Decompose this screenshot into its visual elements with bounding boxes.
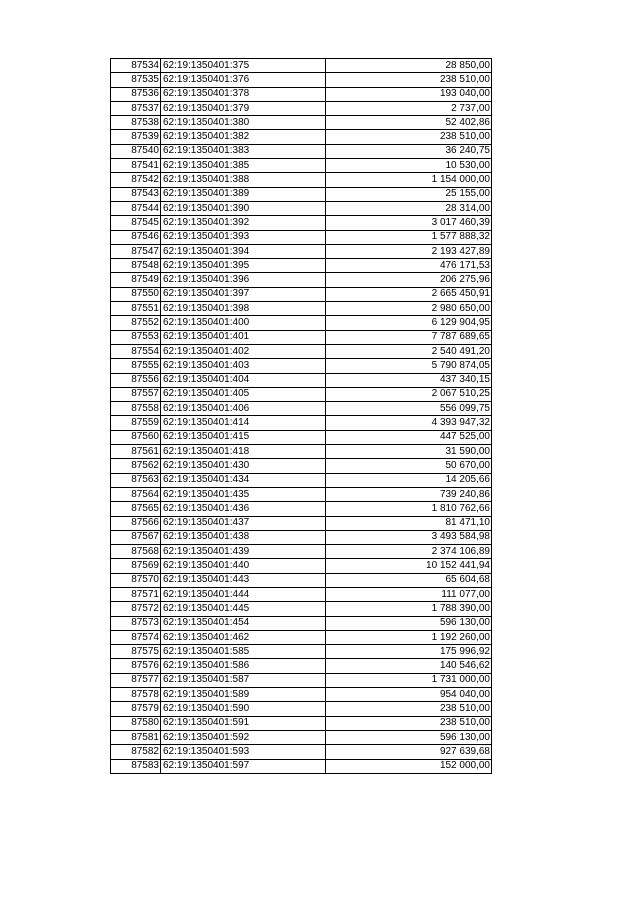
cadastral-value-cell: 10 152 441,94 (326, 559, 492, 573)
cadastral-number-cell: 62:19:1350401:439 (161, 545, 326, 559)
cadastral-value-cell: 36 240,75 (326, 144, 492, 158)
cadastral-value-cell: 238 510,00 (326, 73, 492, 87)
row-number-cell: 87546 (111, 230, 161, 244)
cadastral-number-cell: 62:19:1350401:401 (161, 330, 326, 344)
cadastral-value-cell: 954 040,00 (326, 688, 492, 702)
row-number-cell: 87541 (111, 159, 161, 173)
table-row (111, 373, 492, 387)
row-number-cell: 87563 (111, 473, 161, 487)
table-row (111, 230, 492, 244)
row-number-cell: 87577 (111, 673, 161, 687)
cadastral-value-cell: 2 540 491,20 (326, 344, 492, 358)
cadastral-value-cell: 238 510,00 (326, 716, 492, 730)
cadastral-number-cell: 62:19:1350401:585 (161, 645, 326, 659)
table-row (111, 659, 492, 673)
table-row (111, 130, 492, 144)
row-number-cell: 87560 (111, 430, 161, 444)
cadastral-value-cell: 2 737,00 (326, 101, 492, 115)
cadastral-number-cell: 62:19:1350401:587 (161, 673, 326, 687)
row-number-cell: 87547 (111, 244, 161, 258)
table-body (111, 59, 492, 774)
cadastral-number-cell: 62:19:1350401:434 (161, 473, 326, 487)
cadastral-number-cell: 62:19:1350401:589 (161, 688, 326, 702)
row-number-cell: 87559 (111, 416, 161, 430)
row-number-cell: 87573 (111, 616, 161, 630)
table-row (111, 187, 492, 201)
cadastral-value-cell: 6 129 904,95 (326, 316, 492, 330)
row-number-cell: 87534 (111, 59, 161, 73)
cadastral-number-cell: 62:19:1350401:390 (161, 201, 326, 215)
cadastral-value-cell: 111 077,00 (326, 587, 492, 601)
cadastral-value-cell: 238 510,00 (326, 130, 492, 144)
table-row (111, 344, 492, 358)
cadastral-value-cell: 238 510,00 (326, 702, 492, 716)
cadastral-number-cell: 62:19:1350401:404 (161, 373, 326, 387)
cadastral-value-cell: 14 205,66 (326, 473, 492, 487)
row-number-cell: 87555 (111, 359, 161, 373)
table-row (111, 445, 492, 459)
cadastral-value-cell: 50 670,00 (326, 459, 492, 473)
cadastral-number-cell: 62:19:1350401:438 (161, 530, 326, 544)
cadastral-value-cell: 28 850,00 (326, 59, 492, 73)
cadastral-number-cell: 62:19:1350401:376 (161, 73, 326, 87)
table-row (111, 702, 492, 716)
table-row (111, 759, 492, 773)
row-number-cell: 87537 (111, 101, 161, 115)
cadastral-number-cell: 62:19:1350401:435 (161, 487, 326, 501)
cadastral-number-cell: 62:19:1350401:394 (161, 244, 326, 258)
row-number-cell: 87570 (111, 573, 161, 587)
row-number-cell: 87548 (111, 259, 161, 273)
cadastral-number-cell: 62:19:1350401:597 (161, 759, 326, 773)
cadastral-value-cell: 7 787 689,65 (326, 330, 492, 344)
cadastral-number-cell: 62:19:1350401:418 (161, 445, 326, 459)
row-number-cell: 87539 (111, 130, 161, 144)
cadastral-number-cell: 62:19:1350401:393 (161, 230, 326, 244)
cadastral-number-cell: 62:19:1350401:378 (161, 87, 326, 101)
table-row (111, 330, 492, 344)
cadastral-number-cell: 62:19:1350401:380 (161, 116, 326, 130)
row-number-cell: 87552 (111, 316, 161, 330)
cadastral-number-cell: 62:19:1350401:593 (161, 745, 326, 759)
cadastral-number-cell: 62:19:1350401:405 (161, 387, 326, 401)
row-number-cell: 87540 (111, 144, 161, 158)
cadastral-value-cell: 2 193 427,89 (326, 244, 492, 258)
row-number-cell: 87542 (111, 173, 161, 187)
row-number-cell: 87558 (111, 402, 161, 416)
table-row (111, 587, 492, 601)
row-number-cell: 87575 (111, 645, 161, 659)
cadastral-value-cell: 556 099,75 (326, 402, 492, 416)
cadastral-value-cell: 2 067 510,25 (326, 387, 492, 401)
table-row (111, 73, 492, 87)
cadastral-number-cell: 62:19:1350401:590 (161, 702, 326, 716)
cadastral-value-cell: 2 980 650,00 (326, 302, 492, 316)
table-row (111, 673, 492, 687)
cadastral-number-cell: 62:19:1350401:395 (161, 259, 326, 273)
table-row (111, 59, 492, 73)
row-number-cell: 87549 (111, 273, 161, 287)
cadastral-value-cell: 52 402,86 (326, 116, 492, 130)
table-row (111, 173, 492, 187)
cadastral-value-cell: 3 017 460,39 (326, 216, 492, 230)
cadastral-number-cell: 62:19:1350401:398 (161, 302, 326, 316)
table-row (111, 730, 492, 744)
row-number-cell: 87566 (111, 516, 161, 530)
cadastral-value-cell: 3 493 584,98 (326, 530, 492, 544)
cadastral-number-cell: 62:19:1350401:397 (161, 287, 326, 301)
row-number-cell: 87553 (111, 330, 161, 344)
cadastral-number-cell: 62:19:1350401:375 (161, 59, 326, 73)
cadastral-value-cell: 1 788 390,00 (326, 602, 492, 616)
table-row (111, 487, 492, 501)
cadastral-number-cell: 62:19:1350401:437 (161, 516, 326, 530)
row-number-cell: 87544 (111, 201, 161, 215)
table-row (111, 602, 492, 616)
table-row (111, 545, 492, 559)
table-row (111, 316, 492, 330)
cadastral-value-cell: 10 530,00 (326, 159, 492, 173)
row-number-cell: 87536 (111, 87, 161, 101)
cadastral-number-cell: 62:19:1350401:396 (161, 273, 326, 287)
row-number-cell: 87574 (111, 630, 161, 644)
cadastral-value-cell: 152 000,00 (326, 759, 492, 773)
document-table-container (110, 58, 492, 774)
cadastral-number-cell: 62:19:1350401:414 (161, 416, 326, 430)
row-number-cell: 87535 (111, 73, 161, 87)
cadastral-value-cell: 31 590,00 (326, 445, 492, 459)
table-row (111, 516, 492, 530)
cadastral-value-cell: 5 790 874,05 (326, 359, 492, 373)
row-number-cell: 87562 (111, 459, 161, 473)
cadastral-number-cell: 62:19:1350401:586 (161, 659, 326, 673)
row-number-cell: 87556 (111, 373, 161, 387)
row-number-cell: 87551 (111, 302, 161, 316)
row-number-cell: 87571 (111, 587, 161, 601)
table-row (111, 573, 492, 587)
cadastral-number-cell: 62:19:1350401:388 (161, 173, 326, 187)
table-row (111, 101, 492, 115)
row-number-cell: 87564 (111, 487, 161, 501)
table-row (111, 430, 492, 444)
cadastral-number-cell: 62:19:1350401:392 (161, 216, 326, 230)
row-number-cell: 87580 (111, 716, 161, 730)
table-row (111, 287, 492, 301)
cadastral-value-cell: 28 314,00 (326, 201, 492, 215)
row-number-cell: 87538 (111, 116, 161, 130)
table-row (111, 302, 492, 316)
row-number-cell: 87579 (111, 702, 161, 716)
cadastral-number-cell: 62:19:1350401:415 (161, 430, 326, 444)
row-number-cell: 87576 (111, 659, 161, 673)
cadastral-value-cell: 25 155,00 (326, 187, 492, 201)
cadastral-value-cell: 1 192 260,00 (326, 630, 492, 644)
cadastral-number-cell: 62:19:1350401:406 (161, 402, 326, 416)
cadastral-value-cell: 927 639,68 (326, 745, 492, 759)
table-row (111, 87, 492, 101)
table-row (111, 359, 492, 373)
cadastral-number-cell: 62:19:1350401:382 (161, 130, 326, 144)
row-number-cell: 87550 (111, 287, 161, 301)
cadastral-value-cell: 739 240,86 (326, 487, 492, 501)
table-row (111, 144, 492, 158)
cadastral-value-cell: 596 130,00 (326, 616, 492, 630)
cadastral-number-cell: 62:19:1350401:400 (161, 316, 326, 330)
cadastral-value-cell: 1 154 000,00 (326, 173, 492, 187)
cadastral-number-cell: 62:19:1350401:383 (161, 144, 326, 158)
table-row (111, 530, 492, 544)
cadastral-value-cell: 2 374 106,89 (326, 545, 492, 559)
table-row (111, 387, 492, 401)
cadastral-number-cell: 62:19:1350401:443 (161, 573, 326, 587)
cadastral-value-cell: 206 275,96 (326, 273, 492, 287)
row-number-cell: 87565 (111, 502, 161, 516)
cadastral-value-cell: 1 810 762,66 (326, 502, 492, 516)
row-number-cell: 87581 (111, 730, 161, 744)
row-number-cell: 87567 (111, 530, 161, 544)
table-row (111, 259, 492, 273)
cadastral-number-cell: 62:19:1350401:454 (161, 616, 326, 630)
row-number-cell: 87543 (111, 187, 161, 201)
table-row (111, 459, 492, 473)
table-row (111, 645, 492, 659)
cadastral-number-cell: 62:19:1350401:430 (161, 459, 326, 473)
cadastral-value-cell: 81 471,10 (326, 516, 492, 530)
table-row (111, 630, 492, 644)
cadastral-number-cell: 62:19:1350401:379 (161, 101, 326, 115)
row-number-cell: 87545 (111, 216, 161, 230)
cadastral-number-cell: 62:19:1350401:403 (161, 359, 326, 373)
cadastral-number-cell: 62:19:1350401:444 (161, 587, 326, 601)
table-row (111, 244, 492, 258)
cadastral-number-cell: 62:19:1350401:591 (161, 716, 326, 730)
table-row (111, 688, 492, 702)
cadastral-value-cell: 1 577 888,32 (326, 230, 492, 244)
row-number-cell: 87557 (111, 387, 161, 401)
row-number-cell: 87569 (111, 559, 161, 573)
row-number-cell: 87583 (111, 759, 161, 773)
cadastral-value-cell: 175 996,92 (326, 645, 492, 659)
cadastral-value-cell: 2 665 450,91 (326, 287, 492, 301)
row-number-cell: 87582 (111, 745, 161, 759)
row-number-cell: 87554 (111, 344, 161, 358)
table-row (111, 402, 492, 416)
row-number-cell: 87578 (111, 688, 161, 702)
cadastral-value-cell: 193 040,00 (326, 87, 492, 101)
cadastral-value-cell: 476 171,53 (326, 259, 492, 273)
table-row (111, 416, 492, 430)
table-row (111, 745, 492, 759)
cadastral-number-cell: 62:19:1350401:440 (161, 559, 326, 573)
cadastral-number-cell: 62:19:1350401:445 (161, 602, 326, 616)
cadastral-value-cell: 140 546,62 (326, 659, 492, 673)
cadastral-value-cell: 4 393 947,32 (326, 416, 492, 430)
table-row (111, 159, 492, 173)
cadastral-value-cell: 437 340,15 (326, 373, 492, 387)
cadastral-value-cell: 1 731 000,00 (326, 673, 492, 687)
cadastral-number-cell: 62:19:1350401:462 (161, 630, 326, 644)
table-row (111, 201, 492, 215)
cadastral-value-cell: 596 130,00 (326, 730, 492, 744)
table-row (111, 273, 492, 287)
cadastral-number-cell: 62:19:1350401:402 (161, 344, 326, 358)
table-row (111, 559, 492, 573)
table-row (111, 473, 492, 487)
cadastral-value-table (110, 58, 492, 774)
cadastral-number-cell: 62:19:1350401:436 (161, 502, 326, 516)
cadastral-value-cell: 447 525,00 (326, 430, 492, 444)
table-row (111, 216, 492, 230)
table-row (111, 502, 492, 516)
row-number-cell: 87572 (111, 602, 161, 616)
table-row (111, 116, 492, 130)
cadastral-value-cell: 65 604,68 (326, 573, 492, 587)
table-row (111, 716, 492, 730)
row-number-cell: 87561 (111, 445, 161, 459)
cadastral-number-cell: 62:19:1350401:385 (161, 159, 326, 173)
cadastral-number-cell: 62:19:1350401:592 (161, 730, 326, 744)
table-row (111, 616, 492, 630)
cadastral-number-cell: 62:19:1350401:389 (161, 187, 326, 201)
row-number-cell: 87568 (111, 545, 161, 559)
